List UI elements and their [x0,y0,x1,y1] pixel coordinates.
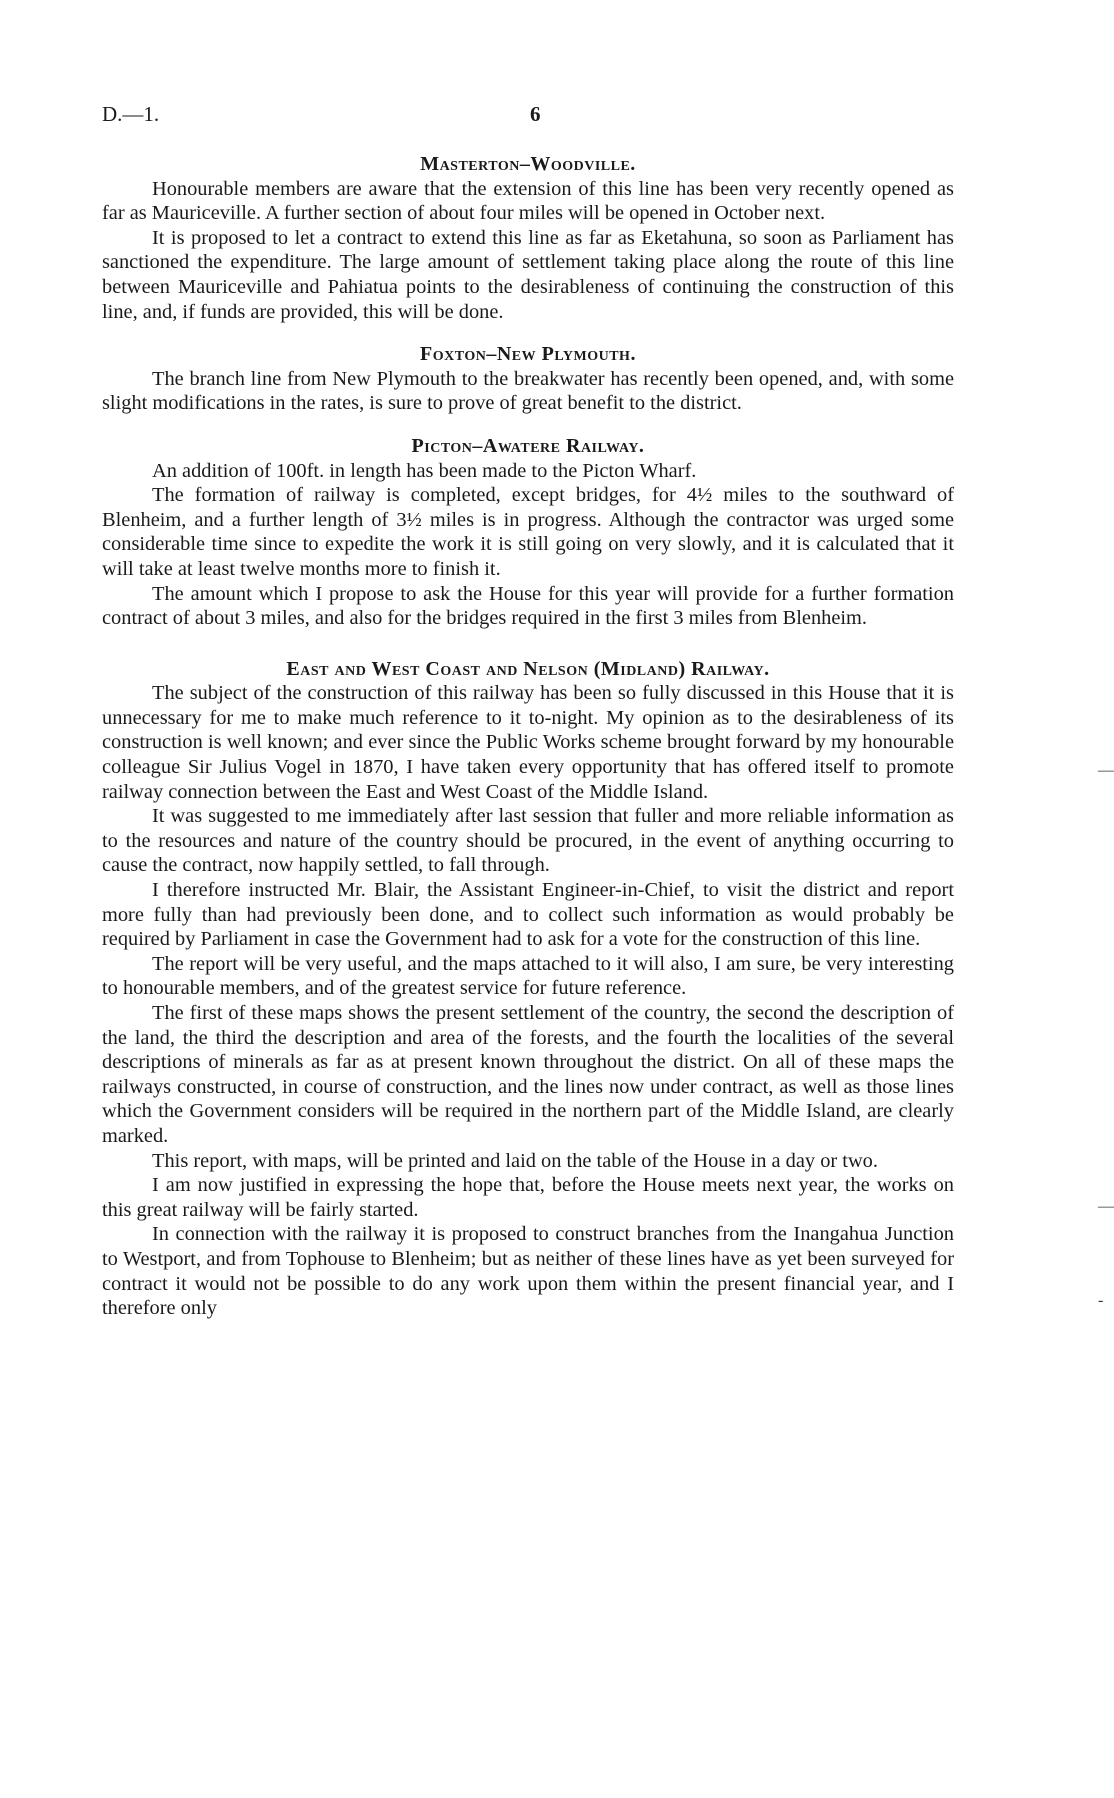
margin-mark: — [1098,762,1114,779]
page-number: 6 [530,102,541,126]
paragraph: The subject of the construction of this railway has been so fully discussed in this House that it is unnecessary for me to make much reference to it to-night. My opinion as to the desirableness of its construction is well known; and ever since the Public Works scheme brought forward by my honourable colleague Sir Julius Vogel in 1870, I have taken every opportunity that has offered itself to promote railway connection between the East and West Coast of the Middle Island. [102,682,954,803]
paragraph: It is proposed to let a contract to extend this line as far as Eketahuna, so soon as Parliament has sanctioned the expenditure. The large amount of settlement taking place along the route of this line between Mauriceville and Pahiatua points to the desirableness of continuing the construction of this line, and, if funds are provided, this will be done. [102,226,954,323]
section-heading-masterton-woodville: Masterton–Woodville. [420,153,636,175]
paragraph: The amount which I propose to ask the House for this year will provide for a further formation contract of about 3 miles, and also for the bridges required in the first 3 miles from Blenheim. [102,582,954,630]
paragraph: I therefore instructed Mr. Blair, the Assistant Engineer-in-Chief, to visit the district and report more fully than had previously been done, and to collect such information as would probably be required by Parliament in case the Government had to ask for a vote for the construction of this line. [102,879,954,951]
section-heading-picton-awatere: Picton–Awatere Railway. [411,434,645,457]
paragraph: In connection with the railway it is proposed to construct branches from the Inangahua Junction to Westport, and from Tophouse to Blenheim; but as neither of these lines have as yet been surveyed for contract it would not be possible to do any work upon them within the present financial year, and I therefore only [102,1223,954,1320]
section-heading-foxton-new-plymouth: Foxton–New Plymouth. [420,343,636,366]
page-header [102,102,952,132]
paragraph: The first of these maps shows the present settlement of the country, the second the description of the land, the third the description and area of the forests, and the fourth the localities of the several descriptions of minerals as far as at present known throughout the district. On all of these maps the railways constructed, in course of construction, and the lines now under contract, as well as those lines which the Government considers will be required in the northern part of the Middle Island, are clearly marked. [102,1002,954,1147]
paragraph: The formation of railway is completed, except bridges, for 4½ miles to the southward of Blenheim, and a further length of 3½ miles is in progress. Although the contractor was urged some considerable time since to expedite the work it is still going on very slowly, and it is calculated that it will take at least twelve months more to finish it. [102,484,954,580]
document-reference: D.—1. [102,102,160,126]
page-body [102,152,954,1321]
paragraph: The report will be very useful, and the maps attached to it will also, I am sure, be very interesting to honourable members, and of the greatest service for future reference. [102,952,954,1000]
paragraph: I am now justified in expressing the hope that, before the House meets next year, the works on this great railway will be fairly started. [102,1174,954,1221]
margin-mark: - [1098,1292,1104,1309]
paragraph: The branch line from New Plymouth to the breakwater has recently been opened, and, with some slight modifications in the rates, is sure to prove of great benefit to the district. [102,367,954,415]
paragraph: Honourable members are aware that the extension of this line has been very recently opened as far as Mauriceville. A further section of about four miles will be opened in October next. [102,177,954,225]
paragraph: It was suggested to me immediately after last session that fuller and more reliable information as to the resources and nature of the country should be procured, in the event of anything occurring to cause the contract, now happily settled, to fall through. [102,805,954,877]
paragraph: This report, with maps, will be printed and laid on the table of the House in a day or two. [152,1149,878,1172]
section-heading-midland-railway: East and West Coast and Nelson (Midland) Railway. [286,657,770,680]
paragraph: An addition of 100ft. in length has been made to the Picton Wharf. [152,459,697,482]
margin-mark: — [1098,1198,1114,1215]
